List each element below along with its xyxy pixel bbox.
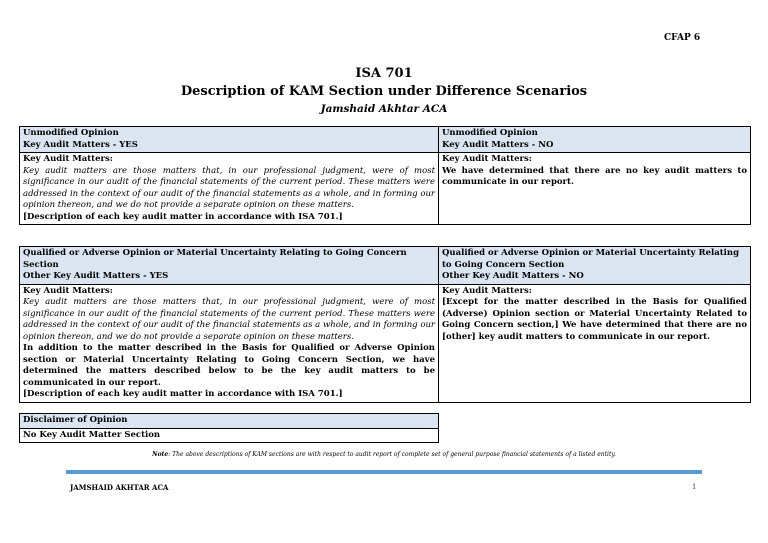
author-name: Jamshaid Akhtar ACA <box>320 103 448 115</box>
header-line: Other Key Audit Matters - NO <box>442 271 584 281</box>
document-subtitle: Description of KAM Section under Difference Scenarios <box>180 84 588 99</box>
kam-definition: Key audit matters are those matters that, in our professional judgment, were of most significance in our audit of the financial statements of the current period. These matters were addressed in the context of our audit of the financial statements as a whole, and in forming our opinion thereon, and we do not provide a separate opinion on these matters. <box>23 297 435 342</box>
qualified-no-body <box>439 284 751 402</box>
kam-no-matters-text: [Except for the matter described in the Basis for Qualified (Adverse) Opinion section or Material Uncertainty Related to Going Concern section,] We have determined that there are no [other] key audit matters to communicate in our report. <box>442 297 747 342</box>
kam-additional-text: In addition to the matter described in the Basis for Qualified or Adverse Opinion section or Material Uncertainty Relating to Going Concern Section, we have determined the matters described below to be the key audit matters to be communicated in our report. <box>23 343 435 388</box>
qualified-yes-header <box>20 247 439 285</box>
disclaimer-body: No Key Audit Matter Section <box>20 428 439 443</box>
header-line: Other Key Audit Matters - YES <box>23 271 169 281</box>
kam-description-placeholder: [Description of each key audit matter in accordance with ISA 701.] <box>23 389 343 399</box>
header-line: Qualified or Adverse Opinion or Material Uncertainty Relating to Going Concern Section <box>23 248 407 270</box>
kam-no-matters-text: We have determined that there are no key audit matters to communicate in our report. <box>442 165 747 187</box>
table-header-row <box>20 127 751 153</box>
header-line: Key Audit Matters - YES <box>23 139 138 150</box>
unmodified-no-header <box>439 127 751 153</box>
table-header-row <box>20 414 439 429</box>
header-line: Unmodified Opinion <box>442 128 538 138</box>
page-number: 1 <box>692 483 697 491</box>
qualified-no-header <box>439 247 751 285</box>
kam-label: Key Audit Matters: <box>23 154 113 164</box>
header-line: Unmodified Opinion <box>23 128 119 138</box>
unmodified-opinion-table <box>19 126 751 225</box>
kam-definition: Key audit matters are those matters that, in our professional judgment, were of most significance in our audit of the financial statements of the current period. These matters were addressed in the context of our audit of the financial statements as a whole, and in forming our opinion thereon, and we do not provide a separate opinion on these matters. <box>23 165 435 210</box>
disclaimer-header: Disclaimer of Opinion <box>20 414 439 429</box>
kam-label: Key Audit Matters: <box>442 285 532 296</box>
qualified-yes-body <box>20 284 439 402</box>
header-line: Key Audit Matters - NO <box>442 139 554 150</box>
unmodified-yes-body <box>20 153 439 225</box>
note-text: : The above descriptions of KAM sections are with respect to audit report of complete set of general purpose financial statements of a listed entity. <box>168 451 616 458</box>
note-label: Note <box>152 451 169 458</box>
disclaimer-table <box>19 413 439 443</box>
table-body-row <box>20 284 751 402</box>
footer-author: JAMSHAID AKHTAR ACA <box>70 483 169 492</box>
kam-label: Key Audit Matters: <box>23 285 113 296</box>
document-title: ISA 701 <box>355 66 413 81</box>
table-body-row <box>20 428 439 443</box>
unmodified-yes-header <box>20 127 439 153</box>
qualified-opinion-table <box>19 246 751 403</box>
table-body-row <box>20 153 751 225</box>
table-header-row <box>20 247 751 285</box>
kam-label: Key Audit Matters: <box>442 154 532 164</box>
kam-description-placeholder: [Description of each key audit matter in accordance with ISA 701.] <box>23 211 343 222</box>
unmodified-no-body <box>439 153 751 225</box>
footnote <box>0 451 768 458</box>
course-code: CFAP 6 <box>664 33 701 43</box>
footer-rule <box>66 470 702 474</box>
header-line: Qualified or Adverse Opinion or Material Uncertainty Relating to Going Concern Section <box>442 248 740 270</box>
